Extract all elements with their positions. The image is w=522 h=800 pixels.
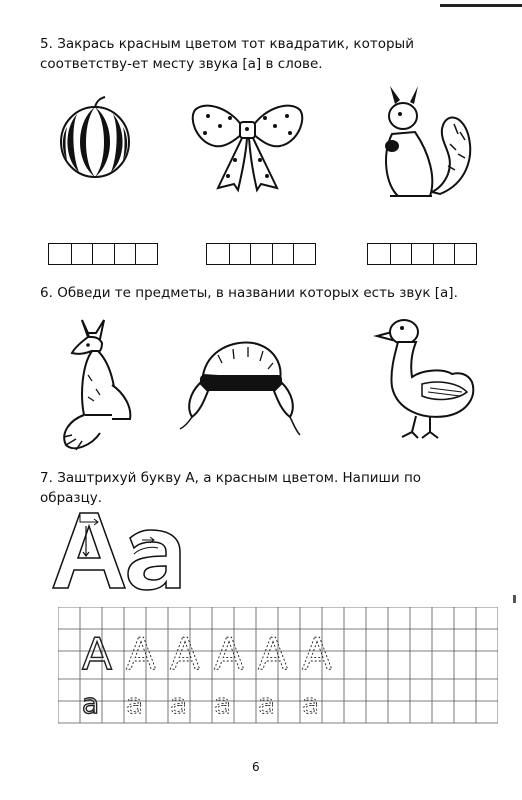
watermelon-icon bbox=[55, 92, 135, 182]
copy-letter-upper: А bbox=[258, 629, 289, 680]
task-number: 7. bbox=[40, 470, 53, 486]
copy-letter-upper: А bbox=[302, 629, 333, 680]
task-5-instruction bbox=[40, 34, 480, 74]
task-7-instruction bbox=[40, 468, 480, 508]
sound-box[interactable] bbox=[207, 244, 229, 264]
duck-icon[interactable] bbox=[372, 312, 482, 447]
sound-box[interactable] bbox=[135, 244, 157, 264]
copy-letter-lower: а bbox=[214, 687, 232, 720]
top-rule bbox=[440, 4, 522, 7]
sound-box[interactable] bbox=[433, 244, 455, 264]
task-number: 5. bbox=[40, 36, 53, 52]
task-text: Закрась красным цветом тот квадратик, который соответству-ет месту звука [а] в слове. bbox=[40, 36, 414, 72]
sound-boxes-squirrel[interactable] bbox=[367, 243, 477, 265]
page-number: 6 bbox=[252, 760, 260, 774]
task-6-instruction bbox=[40, 283, 480, 303]
copy-letter-lower: а bbox=[302, 687, 320, 720]
sound-box[interactable] bbox=[454, 244, 476, 264]
copy-letter-upper: А bbox=[214, 629, 245, 680]
copy-letter-upper: А bbox=[126, 629, 157, 680]
copy-letter-upper: А bbox=[170, 629, 201, 680]
sound-box[interactable] bbox=[114, 244, 136, 264]
task-number: 6. bbox=[40, 285, 53, 301]
fox-icon[interactable] bbox=[52, 315, 152, 455]
sound-box[interactable] bbox=[368, 244, 390, 264]
copy-letter-lower: а bbox=[126, 687, 144, 720]
sound-boxes-watermelon[interactable] bbox=[48, 243, 158, 265]
sound-box[interactable] bbox=[293, 244, 315, 264]
edge-mark bbox=[513, 595, 516, 603]
squirrel-icon bbox=[370, 84, 475, 209]
sound-box[interactable] bbox=[92, 244, 114, 264]
copy-letter-lower: а bbox=[170, 687, 188, 720]
sound-box[interactable] bbox=[390, 244, 412, 264]
copybook-grid[interactable] bbox=[58, 607, 498, 729]
sound-box[interactable] bbox=[411, 244, 433, 264]
sound-box[interactable] bbox=[49, 244, 71, 264]
task-text: Обведи те предметы, в названии которых есть звук [а]. bbox=[57, 285, 458, 301]
sound-box[interactable] bbox=[250, 244, 272, 264]
outline-letters-sample bbox=[50, 508, 190, 593]
copy-letter-lower: а bbox=[258, 687, 276, 720]
sound-box[interactable] bbox=[71, 244, 93, 264]
fur-hat-icon[interactable] bbox=[178, 335, 303, 440]
sound-box[interactable] bbox=[272, 244, 294, 264]
copy-letter-upper: А bbox=[82, 629, 113, 680]
sound-boxes-bow[interactable] bbox=[206, 243, 316, 265]
copy-letter-lower: а bbox=[82, 687, 100, 720]
sound-box[interactable] bbox=[229, 244, 251, 264]
bow-icon bbox=[190, 98, 305, 193]
task-text: Заштрихуй букву А, а красным цветом. Напиши по образцу. bbox=[40, 470, 422, 506]
